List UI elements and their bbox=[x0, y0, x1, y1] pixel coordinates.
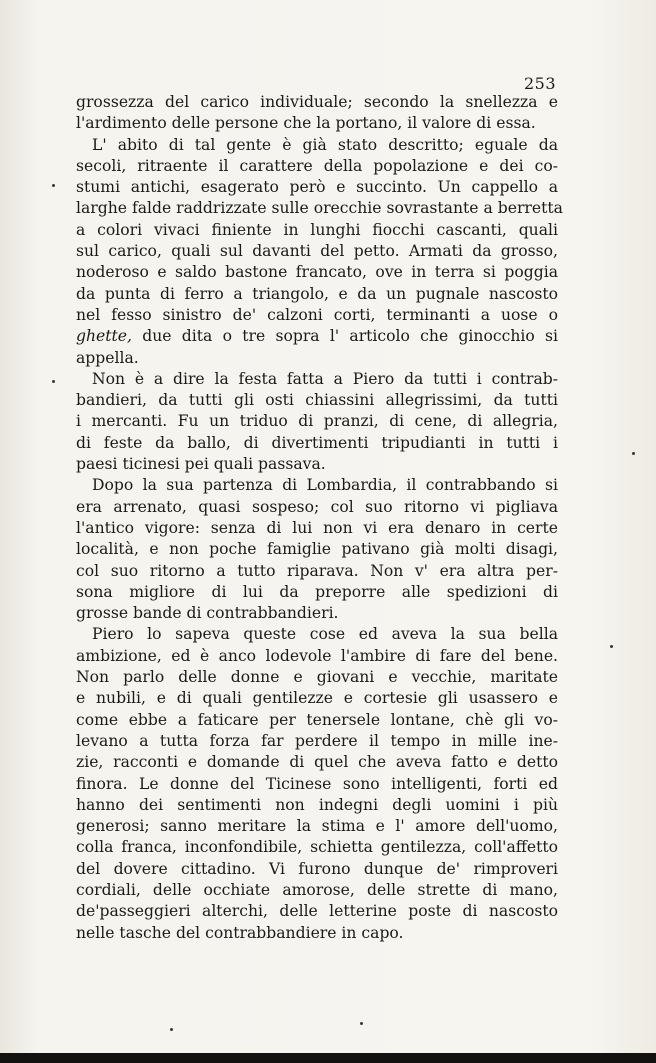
text-line-content: ambizione, ed è anco lodevole l'ambire di fare del bene. bbox=[76, 646, 558, 665]
text-line-content: del dovere cittadino. Vi furono dunque de' rimproveri bbox=[76, 859, 558, 878]
text-line bbox=[76, 837, 558, 858]
text-line bbox=[76, 624, 558, 645]
text-line bbox=[76, 241, 558, 262]
text-line-content: i mercanti. Fu un triduo di pranzi, di cene, di allegria, bbox=[76, 412, 558, 431]
page-bottom-edge bbox=[0, 1053, 656, 1063]
text-line-content: de'passeggieri alterchi, delle letterine poste di nascosto bbox=[76, 902, 558, 921]
text-line bbox=[76, 603, 558, 624]
text-line-content: stumi antichi, esagerato però e succinto. Un cappello a bbox=[76, 178, 558, 197]
page-number: 253 bbox=[523, 74, 556, 93]
text-line bbox=[76, 411, 558, 432]
text-line bbox=[76, 795, 558, 816]
text-line-content: grossezza del carico individuale; secondo la snellezza e bbox=[76, 93, 558, 111]
text-line bbox=[76, 135, 558, 156]
text-line bbox=[76, 561, 558, 582]
text-line-content: due dita o tre sopra l' articolo che ginocchio si bbox=[142, 327, 558, 346]
text-line bbox=[76, 731, 558, 752]
text-line-content: l'ardimento delle persone che la portano, il valore di essa. bbox=[76, 114, 536, 133]
text-line bbox=[76, 582, 558, 603]
text-line bbox=[76, 475, 558, 496]
text-line-content: nelle tasche del contrabbandiere in capo. bbox=[76, 923, 404, 942]
margin-mark bbox=[52, 380, 55, 383]
text-line-content: sul carico, quali sul davanti del petto. Armati da grosso, bbox=[76, 242, 558, 261]
text-line bbox=[76, 369, 558, 390]
text-line bbox=[76, 710, 558, 731]
text-line bbox=[76, 539, 558, 560]
text-line-content: grosse bande di contrabbandieri. bbox=[76, 604, 339, 623]
text-line bbox=[76, 156, 558, 177]
text-line bbox=[76, 497, 558, 518]
text-line bbox=[76, 390, 558, 411]
margin-mark bbox=[610, 645, 613, 648]
text-line-content: e nubili, e di quali gentilezze e cortesie gli usassero e bbox=[76, 689, 558, 708]
text-line-content: levano a tutta forza far perdere il tempo in mille ine- bbox=[76, 731, 558, 750]
text-line bbox=[76, 667, 558, 688]
text-line-content: finora. Le donne del Ticinese sono intelligenti, forti ed bbox=[76, 774, 558, 793]
margin-mark bbox=[360, 1022, 363, 1025]
text-line-content: di feste da ballo, di divertimenti tripudianti in tutti i bbox=[76, 433, 558, 452]
text-line-content: secoli, ritraente il carattere della popolazione e dei co- bbox=[76, 156, 558, 175]
text-line-content: col suo ritorno a tutto riparava. Non v' era altra per- bbox=[76, 561, 558, 580]
text-line-content: zie, racconti e domande di quel che aveva fatto e detto bbox=[76, 753, 558, 772]
text-line-content: colla franca, inconfondibile, schietta gentilezza, coll'affetto bbox=[76, 838, 558, 857]
text-line-content: L' abito di tal gente è già stato descritto; eguale da bbox=[92, 135, 558, 154]
text-line-content: appella. bbox=[76, 348, 139, 367]
text-line bbox=[76, 198, 563, 219]
text-line-content: nel fesso sinistro de' calzoni corti, terminanti a uose o bbox=[76, 305, 558, 324]
text-line bbox=[76, 688, 558, 709]
text-line-content: generosi; sanno meritare la stima e l' amore dell'uomo, bbox=[76, 817, 558, 836]
text-line-content: Non parlo delle donne e giovani e vecchie, maritate bbox=[76, 668, 558, 687]
text-line bbox=[76, 113, 558, 134]
text-line-content: da punta di ferro a triangolo, e da un pugnale nascosto bbox=[76, 284, 558, 303]
text-line-content: sona migliore di lui da preporre alle spedizioni di bbox=[76, 582, 558, 601]
text-line-content: paesi ticinesi pei quali passava. bbox=[76, 455, 326, 474]
text-line bbox=[76, 326, 558, 347]
text-line bbox=[76, 305, 558, 326]
text-line bbox=[76, 348, 558, 369]
text-line bbox=[76, 518, 558, 539]
margin-mark bbox=[632, 452, 635, 455]
body-text bbox=[76, 92, 563, 944]
text-line bbox=[76, 92, 558, 113]
text-line bbox=[76, 262, 558, 283]
text-line-content: noderoso e saldo bastone francato, ove in terra si poggia bbox=[76, 263, 558, 282]
text-line bbox=[76, 752, 558, 773]
text-line-content: Non è a dire la festa fatta a Piero da tutti i contrab- bbox=[92, 369, 558, 388]
text-line bbox=[76, 646, 558, 667]
text-line bbox=[76, 816, 558, 837]
text-line bbox=[76, 774, 558, 795]
margin-mark bbox=[170, 1028, 173, 1031]
text-line-content: l'antico vigore: senza di lui non vi era denaro in certe bbox=[76, 518, 558, 537]
text-line bbox=[76, 859, 558, 880]
text-line-content: era arrenato, quasi sospeso; col suo ritorno vi pigliava bbox=[76, 497, 558, 516]
text-line-content: larghe falde raddrizzate sulle orecchie sovrastante a berretta bbox=[76, 199, 563, 218]
margin-mark bbox=[52, 184, 55, 187]
text-line bbox=[76, 284, 558, 305]
text-line bbox=[76, 923, 558, 944]
text-line-content: come ebbe a faticare per tenersele lontane, chè gli vo- bbox=[76, 710, 558, 729]
text-line-content: bandieri, da tutti gli osti chiassini allegrissimi, da tutti bbox=[76, 391, 558, 410]
text-line-content: Dopo la sua partenza di Lombardia, il contrabbando si bbox=[92, 476, 558, 495]
text-line bbox=[76, 901, 558, 922]
text-line bbox=[76, 880, 558, 901]
italic-word: ghette, bbox=[76, 327, 132, 346]
text-line bbox=[76, 433, 558, 454]
text-line bbox=[76, 220, 558, 241]
text-line-content: località, e non poche famiglie pativano già molti disagi, bbox=[76, 540, 558, 559]
text-line bbox=[76, 177, 558, 198]
text-line bbox=[76, 454, 558, 475]
text-line-content: cordiali, delle occhiate amorose, delle strette di mano, bbox=[76, 880, 558, 899]
text-line-content: a colori vivaci finiente in lunghi fiocchi cascanti, quali bbox=[76, 220, 558, 239]
text-line-content: hanno dei sentimenti non indegni degli uomini i più bbox=[76, 795, 558, 814]
text-line-content: Piero lo sapeva queste cose ed aveva la sua bella bbox=[92, 625, 558, 644]
